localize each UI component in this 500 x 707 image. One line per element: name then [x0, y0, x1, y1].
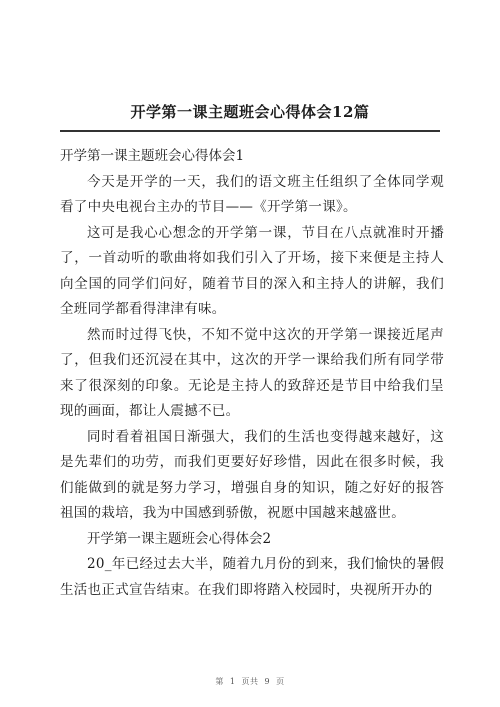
footer-mid: 页共	[241, 677, 259, 686]
footer-current-page: 1	[229, 677, 236, 686]
page-footer	[0, 676, 500, 687]
paragraph: 这可是我心心想念的开学第一课，节目在八点就准时开播了，一首动听的歌曲将如我们引入了开场，接下来便是主持人向全国的同学们问好，随着节目的深入和主持人的讲解，我们全班同学都看得津津有味。	[60, 224, 444, 317]
paragraph: 同时看着祖国日渐强大，我们的生活也变得越来越好，这是先辈们的功劳，而我们更要好好珍惜，因此在很多时候，我们能做到的就是努力学习，增强自身的知识，随之好好的报答祖国的栽培，我为中国感到骄傲，祝愿中国越来越盛世。	[60, 428, 444, 521]
section-heading-2: 开学第一课主题班会心得体会2	[87, 530, 272, 547]
section-heading-1: 开学第一课主题班会心得体会1	[60, 148, 245, 164]
footer-total-pages: 9	[264, 677, 271, 686]
paragraph: 今天是开学的一天，我们的语文班主任组织了全体同学观看了中央电视台主办的节目——《开学第一课》。	[60, 173, 444, 215]
paragraph: 20_年已经过去大半，随着九月份的到来，我们愉快的暑假生活也正式宣告结束。在我们即将踏入校园时，央视所开办的	[60, 556, 444, 598]
document-title: 开学第一课主题班会心得体会12篇	[130, 103, 370, 121]
paragraph: 然而时过得飞快，不知不觉中这次的开学第一课接近尾声了，但我们还沉浸在其中，这次的开学一课给我们所有同学带来了很深刻的印象。无论是主持人的致辞还是节目中给我们呈现的画面，都让人震撼不已。	[60, 326, 444, 419]
document-body	[60, 144, 444, 603]
title-divider	[60, 130, 440, 132]
footer-suffix: 页	[276, 677, 285, 686]
footer-prefix: 第	[215, 677, 224, 686]
